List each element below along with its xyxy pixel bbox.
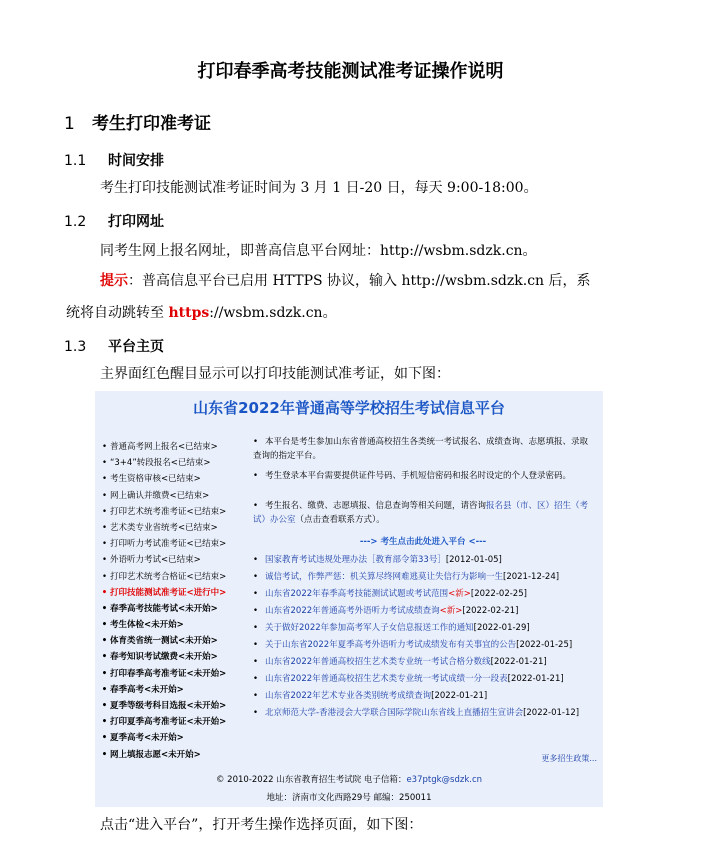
- tip-text: 统将自动跳转至: [66, 305, 169, 321]
- bullet-icon: •: [253, 674, 259, 684]
- menu-item[interactable]: [99, 714, 249, 730]
- bullet-icon: •: [101, 555, 107, 566]
- https-text: https: [168, 305, 210, 321]
- menu-item[interactable]: [99, 617, 249, 633]
- news-date: [2012-01-05]: [445, 555, 502, 565]
- news-item[interactable]: [253, 689, 598, 703]
- bullet-icon: •: [101, 701, 108, 711]
- bullet-icon: •: [253, 657, 259, 667]
- notice-item: • 考生报名、缴费、志愿填报、信息查询等相关问题，请咨询报名县（市、区）招生（考试）办公室（点击查看联系方式）。: [253, 501, 589, 525]
- menu-item-label: 艺术类专业省统考<已结束>: [110, 522, 218, 533]
- url-paragraph: 同考生网上报名网址，即普高信息平台网址：http://wsbm.sdzk.cn。: [100, 243, 537, 259]
- menu-item-label: 夏季等级考科目选报<未开始>: [110, 701, 227, 711]
- news-title: 关于做好2022年参加高考军人子女信息报送工作的通知: [265, 623, 474, 633]
- notice-text: 考生报名、缴费、志愿填报、信息查询等相关问题，请咨询: [265, 501, 487, 511]
- news-item[interactable]: [253, 706, 598, 720]
- bullet-icon: •: [101, 442, 107, 452]
- news-item[interactable]: [253, 587, 598, 601]
- menu-item-label: 夏季高考<未开始>: [110, 733, 184, 744]
- news-date: [2022-01-12]: [523, 708, 580, 718]
- menu-item[interactable]: [99, 649, 249, 665]
- after-screenshot-paragraph: 点击“进入平台”，打开考生操作选择页面，如下图：: [100, 817, 423, 833]
- news-item[interactable]: [253, 638, 598, 652]
- menu-item-label: 体育类省统一测试<未开始>: [110, 636, 218, 647]
- notice-text: （点击查看联系方式）。: [295, 515, 385, 525]
- news-date: [2022-02-21]: [462, 606, 519, 616]
- news-item[interactable]: [253, 570, 598, 584]
- bullet-icon: •: [101, 652, 108, 663]
- menu-item[interactable]: [99, 439, 249, 455]
- menu-item[interactable]: [99, 536, 249, 552]
- news-date: [2022-02-25]: [470, 589, 527, 599]
- bullet-icon: •: [101, 571, 107, 582]
- news-item[interactable]: [253, 655, 598, 669]
- section-1-1-heading: [64, 150, 164, 170]
- enter-platform-link[interactable]: ---> 考生点击此处进入平台 <---: [359, 537, 487, 547]
- bullet-icon: •: [253, 640, 259, 650]
- menu-item[interactable]: [99, 747, 249, 763]
- menu-item[interactable]: [99, 504, 249, 520]
- news-title: 山东省2022年普通高校招生艺术类专业统一考试合格分数线: [265, 657, 491, 667]
- bullet-icon: •: [101, 717, 108, 728]
- menu-item-label: 普通高考网上报名<已结束>: [110, 442, 218, 452]
- tip-paragraph-line1: [100, 271, 591, 291]
- menu-item-label: 打印夏季高考准考证<未开始>: [110, 717, 227, 728]
- footer-text: © 2010-2022 山东省教育招生考试院 电子信箱：: [215, 775, 407, 785]
- tip-text: ：普高信息平台已启用 HTTPS 协议，输入 http://wsbm.sdzk.cn 后，系: [128, 273, 591, 289]
- menu-item-label: 网上填报志愿<未开始>: [110, 749, 201, 760]
- menu-item[interactable]: [99, 488, 249, 504]
- section-title: 时间安排: [108, 153, 164, 169]
- homepage-paragraph: 主界面红色醒目显示可以打印技能测试准考证，如下图：: [100, 366, 450, 382]
- platform-homepage-screenshot: [95, 391, 603, 807]
- new-badge: <新>: [439, 606, 463, 616]
- bullet-icon: •: [253, 623, 259, 633]
- menu-item-label: 考生体检<未开始>: [110, 620, 184, 631]
- tip-text: ://wsbm.sdzk.cn。: [209, 305, 337, 321]
- menu-item-label: 打印春季高考准考证<未开始>: [110, 668, 227, 679]
- menu-item[interactable]: [99, 682, 249, 698]
- menu-item[interactable]: [99, 666, 249, 682]
- bullet-icon: •: [101, 603, 108, 614]
- bullet-icon: •: [253, 691, 259, 701]
- section-number: 1.2: [64, 214, 87, 230]
- news-list: [253, 553, 598, 723]
- news-title: 山东省2022年普通高考外语听力考试成绩查询: [265, 606, 440, 616]
- section-title: 考生打印准考证: [92, 114, 211, 134]
- left-menu: [99, 439, 249, 763]
- menu-item-label: 考生资格审核<已结束>: [110, 474, 201, 485]
- bullet-icon: •: [101, 668, 108, 679]
- menu-item[interactable]: [99, 633, 249, 649]
- news-title: 诚信考试，作弊严惩：机关算尽终网难逃莫让失信行为影响一生: [265, 572, 504, 582]
- notice-text: 考生登录本平台需要提供证件号码、手机短信密码和报名时设定的个人登录密码。: [265, 471, 572, 481]
- news-date: [2022-01-25]: [516, 640, 573, 650]
- schedule-paragraph: 考生打印技能测试准考证时间为 3 月 1 日-20 日，每天 9:00-18:00。: [100, 180, 538, 196]
- new-badge: <新>: [448, 589, 471, 599]
- bullet-icon: •: [101, 506, 107, 517]
- bullet-icon: •: [101, 587, 108, 598]
- bullet-icon: •: [253, 589, 259, 599]
- footer-copyright: [95, 773, 603, 785]
- news-title: 北京师范大学-香港浸会大学联合国际学院山东省线上直播招生宣讲会: [265, 708, 524, 718]
- menu-item-label: 打印艺术统考准考证<已结束>: [110, 506, 227, 517]
- section-title: 打印网址: [108, 214, 164, 230]
- bullet-icon: •: [101, 522, 107, 533]
- document-title: 打印春季高考技能测试准考证操作说明: [197, 61, 504, 82]
- contact-office-link[interactable]: 报名县（市、区）招生（考试）办公室: [253, 501, 589, 525]
- section-1-2-heading: [64, 211, 164, 231]
- menu-item[interactable]: [99, 601, 249, 617]
- menu-item[interactable]: [99, 698, 249, 714]
- notice-text: 本平台是考生参加山东省普通高校招生各类统一考试报名、成绩查询、志愿填报、录取查询的指定平台。: [253, 437, 589, 461]
- menu-item-label: 春季高考<未开始>: [110, 684, 184, 695]
- menu-item-label: 打印听力考试准考证<已结束>: [110, 539, 227, 550]
- news-item[interactable]: [253, 553, 598, 567]
- bullet-icon: •: [101, 749, 108, 760]
- menu-item[interactable]: [99, 569, 249, 585]
- section-title: 平台主页: [108, 339, 164, 355]
- news-title: 国家教育考试违规处理办法［教育部令第33号］: [265, 555, 446, 565]
- section-number: 1.1: [64, 153, 87, 169]
- bullet-icon: •: [101, 539, 107, 550]
- news-item[interactable]: [253, 604, 598, 618]
- notice-item: • 本平台是考生参加山东省普通高校招生各类统一考试报名、成绩查询、志愿填报、录取查询的指定平台。: [253, 437, 589, 461]
- bullet-icon: •: [253, 572, 259, 582]
- more-policies-link[interactable]: 更多招生政策...: [541, 754, 597, 763]
- menu-item[interactable]: [99, 471, 249, 487]
- menu-item[interactable]: [99, 520, 249, 536]
- news-item[interactable]: [253, 672, 598, 686]
- news-date: [2022-01-21]: [507, 674, 564, 684]
- menu-item-label: 春季高考技能考试<未开始>: [110, 603, 218, 614]
- section-number: 1.3: [64, 339, 87, 355]
- news-title: 山东省2022年艺术专业各类别统考成绩查询: [265, 691, 432, 701]
- menu-item[interactable]: [99, 585, 249, 601]
- news-date: [2021-12-24]: [503, 572, 560, 582]
- menu-item-label: “3+4”转段报名<已结束>: [110, 458, 211, 469]
- section-1-3-heading: [64, 336, 164, 356]
- news-title: 山东省2022年春季高考技能测试试题或考试范围: [265, 589, 449, 599]
- bullet-icon: •: [101, 636, 108, 647]
- tip-paragraph-line2: [66, 303, 337, 323]
- section-1-heading: [64, 109, 211, 134]
- bullet-icon: •: [101, 474, 107, 485]
- platform-title: 山东省2022年普通高等学校招生考试信息平台: [193, 399, 505, 417]
- notice-item: • 考生登录本平台需要提供证件号码、手机短信密码和报名时设定的个人登录密码。: [253, 471, 572, 481]
- news-title: 关于山东省2022年夏季高考外语听力考试成绩发布有关事宜的公告: [265, 640, 517, 650]
- news-item[interactable]: [253, 621, 598, 635]
- bullet-icon: •: [101, 733, 108, 744]
- footer-email[interactable]: e37ptgk@sdzk.cn: [406, 775, 482, 785]
- menu-item[interactable]: [99, 455, 249, 471]
- news-date: [2022-01-21]: [431, 691, 488, 701]
- menu-item-label: 打印技能测试准考证<进行中>: [110, 587, 227, 598]
- bullet-icon: •: [101, 490, 107, 501]
- bullet-icon: •: [253, 708, 259, 718]
- menu-item-label: 外语听力考试<已结束>: [110, 555, 201, 566]
- footer-address: 地址：济南市文化西路29号 邮编：250011: [266, 793, 432, 803]
- bullet-icon: •: [101, 684, 108, 695]
- news-date: [2022-01-29]: [473, 623, 530, 633]
- news-date: [2022-01-21]: [490, 657, 547, 667]
- menu-item[interactable]: [99, 552, 249, 568]
- tip-label: 提示: [100, 273, 128, 289]
- menu-item-label: 网上确认并缴费<已结束>: [110, 490, 210, 501]
- menu-item[interactable]: [99, 730, 249, 746]
- menu-item-label: 打印艺术统考合格证<已结束>: [110, 571, 227, 582]
- menu-item-label: 春考知识考试缴费<未开始>: [110, 652, 218, 663]
- news-title: 山东省2022年普通高校招生艺术类专业统一考试成绩一分一段表: [265, 674, 508, 684]
- bullet-icon: •: [253, 555, 259, 565]
- bullet-icon: •: [101, 620, 108, 631]
- bullet-icon: •: [101, 458, 107, 469]
- section-number: 1: [64, 114, 75, 134]
- bullet-icon: •: [253, 606, 259, 616]
